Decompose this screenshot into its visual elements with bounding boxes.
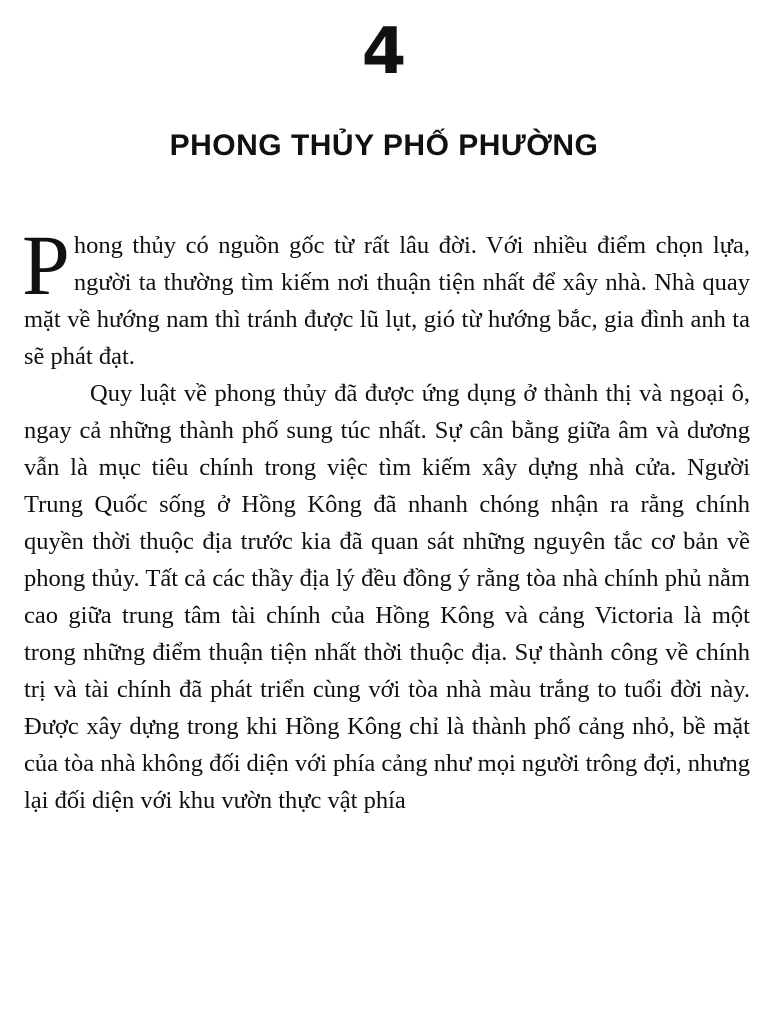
paragraph-2-text: Quy luật về phong thủy đã được ứng dụng ở thành thị và ngoại ô, ngay cả những thành phố sung túc nhất. Sự cân bằng giữa âm và dương vẫn là mục tiêu chính trong việc tìm kiếm xây dựng nhà cửa. Người Trung Quốc sống ở Hồng Kông đã nhanh chóng nhận ra rằng chính quyền thời thuộc địa trước kia đã quan sát những nguyên tắc cơ bản về phong thủy. Tất cả các thầy địa lý đều đồng ý rằng tòa nhà chính phủ nằm cao giữa trung tâm tài chính của Hồng Kông và cảng Victoria là một trong những điểm thuận tiện nhất thời thuộc địa. Sự thành công về chính trị và tài chính đã phát triển cùng với tòa nhà màu trắng to tuổi đời này. Được xây dựng trong khi Hồng Kông chỉ là thành phố cảng nhỏ, bề mặt của tòa nhà không đối diện với phía cảng như mọi người trông đợi, nhưng lại đối diện với khu vườn thực vật phía [24,380,750,814]
paragraph-1 [22,217,750,375]
chapter-number: 4 [361,15,407,89]
chapter-title: PHONG THỦY PHỐ PHƯỜNG [169,129,599,162]
paragraph-1-text: hong thủy có nguồn gốc từ rất lâu đời. Với nhiều điểm chọn lựa, người ta thường tìm kiếm nơi thuận tiện nhất để xây nhà. Nhà quay mặt về hướng nam thì tránh được lũ lụt, gió từ hướng bắc, gia đình anh ta sẽ phát đạt. [24,232,750,370]
paragraph-2 [24,375,750,819]
drop-cap-letter: P [22,217,70,313]
body-text [22,217,750,819]
